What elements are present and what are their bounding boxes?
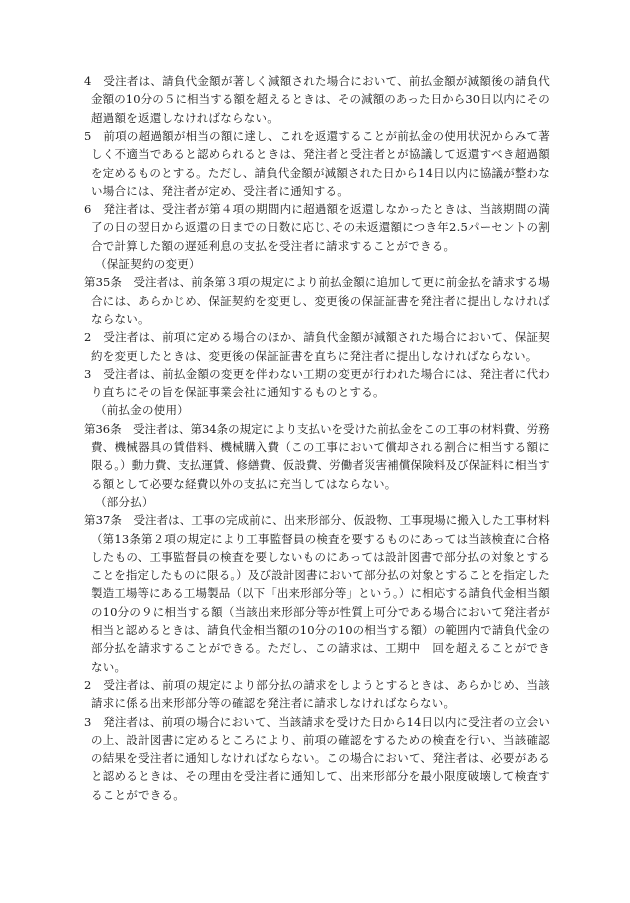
text-line: 費、機械器具の賃借料、機械購入費（この工事において償却される割合に相当する額に xyxy=(91,440,551,454)
text-line: 3 受注者は、前払金額の変更を伴わない工期の変更が行われた場合には、発注者に代わ xyxy=(84,366,551,381)
text-line: 相当と認めるときは、請負代金相当額の10分の10の相当する額）の範囲内で請負代金の xyxy=(91,623,550,637)
heading-text: （部分払） xyxy=(95,494,154,509)
text-line: しく不適当であると認められるときは、発注者と受注者とが協議して返還すべき超過額 xyxy=(91,147,551,162)
text-line: 約を変更したときは、変更後の保証証書を直ちに発注者に提出しなければならない。 xyxy=(91,348,538,363)
text-line: 2 受注者は、前項の規定により部分払の請求をしようとするときは、あらかじめ、当該 xyxy=(84,677,551,692)
text-line: 請求に係る出来形部分等の確認を発注者に請求しなければならない。 xyxy=(91,696,456,711)
text-line: 第36条 受注者は、第34条の規定により支払いを受けた前払金をこの工事の材料費、労務 xyxy=(84,421,550,436)
text-line: 3 発注者は、前項の場合において、当該請求を受けた日から14日以内に受注者の立会い xyxy=(84,714,550,729)
text-line: 2 受注者は、前項に定める場合のほか、請負代金額が減額された場合において、保証契 xyxy=(84,330,550,345)
text-line: を定めるものとする。ただし、請負代金額が減額された日から14日以内に協議が整わな xyxy=(91,165,550,180)
text-line: 合には、あらかじめ、保証契約を変更し、変更後の保証証書を発注者に提出しなければ xyxy=(91,293,551,308)
text-line: ることができる。 xyxy=(91,787,185,802)
text-line: 合で計算した額の遅延利息の支払を受注者に請求することができる。 xyxy=(91,238,456,253)
text-line: 部分払を請求することができる。ただし、この請求は、工期中 回を超えることができ xyxy=(91,641,551,656)
text-line: 製造工場等にある工場製品（以下「出来形部分等」という。）に相応する請負代金相当額 xyxy=(91,586,550,601)
text-line: ない。 xyxy=(91,659,127,674)
text-line: い場合には、発注者が定め、受注者に通知する。 xyxy=(91,183,350,198)
text-line: 了の日の翌日から返還の日までの日数に応じ､その未返還額につき年2.5パーセントの割 xyxy=(91,220,550,235)
text-line: の10分の９に相当する額（当該出来形部分等が性質上可分である場合において発注者が xyxy=(91,604,550,619)
text-line: 5 前項の超過額が相当の額に達し、これを返還することが前払金の使用状況からみて著 xyxy=(84,128,551,143)
text-line: り直ちにその旨を保証事業会社に通知するものとする。 xyxy=(91,385,385,400)
text-line: の結果を受注者に通知しなければならない。この場合において、発注者は、必要がある xyxy=(91,751,551,766)
text-line: 第35条 受注者は、前条第３項の規定により前払金額に追加して更に前金払を請求する場 xyxy=(84,275,550,290)
text-line: 4 受注者は、請負代金額が著しく減額された場合において、前払金額が減額後の請負代 xyxy=(84,74,550,88)
heading-text: （保証契約の変更） xyxy=(95,257,201,271)
text-line: （第13条第２項の規定により工事監督員の検査を要するものにあっては当該検査に合格 xyxy=(91,531,550,546)
text-line: 限る。）動力費、支払運賃、修繕費、仮設費、労働者災害補償保険料及び保証料に相当す xyxy=(91,458,550,473)
heading-text: （前払金の使用） xyxy=(95,403,189,418)
text-line: 第37条 受注者は、工事の完成前に、出来形部分、仮設物、工事現場に搬入した工事材料 xyxy=(84,513,550,528)
text-line: 6 発注者は、受注者が第４項の期間内に超過額を返還しなかったときは、当該期間の満 xyxy=(84,202,551,217)
text-line: したもの、工事監督員の検査を要しないものにあっては設計図書で部分払の対象とする xyxy=(91,549,551,564)
text-line: と認めるときは、その理由を受注者に通知して、出来形部分を最小限度破壊して検査す xyxy=(91,769,551,784)
text-line: 超過額を返還しなければならない。 xyxy=(91,110,279,125)
text-line: ことを指定したものに限る。）及び設計図書において部分払の対象とすることを指定した xyxy=(91,568,550,583)
text-line: ならない。 xyxy=(91,311,150,326)
text-line: の上、設計図書に定めるところにより、前項の確認をするための検査を行い、当該確認 xyxy=(91,732,551,747)
text-line: 金額の10分の５に相当する額を超えるときは、その減額のあった日から30日以内にその xyxy=(91,92,550,107)
text-line: る額として必要な経費以外の支払に充当してはならない。 xyxy=(91,476,397,491)
